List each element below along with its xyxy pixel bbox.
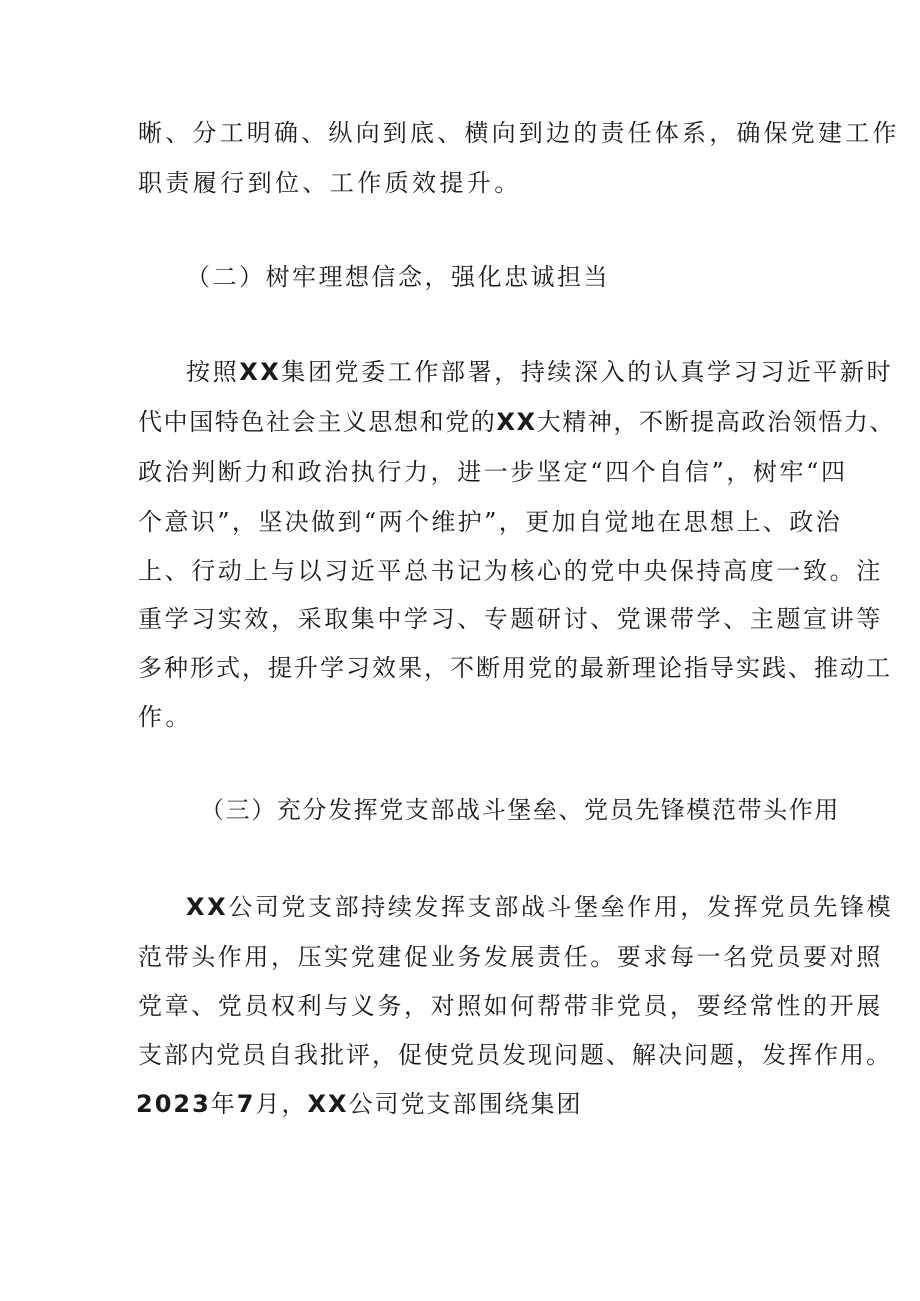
- paragraph-1-line-1: 晰、分工明确、纵向到底、横向到边的责任体系，确保党建工作: [138, 119, 900, 147]
- paragraph-3-line-1: XX公司党支部持续发挥支部战斗堡垒作用，发挥党员先锋模: [186, 893, 894, 921]
- paragraph-3-line-4: 支部内党员自我批评，促使党员发现问题、解决问题，发挥作用。: [138, 1041, 892, 1069]
- paragraph-2-line-7: 多种形式，提升学习效果，不断用党的最新理论指导实践、推动工: [138, 654, 892, 682]
- section-heading-3: （三）充分发挥党支部战斗堡垒、党员先锋模范带头作用: [200, 796, 840, 824]
- paragraph-1-line-2: 职责履行到位、工作质效提升。: [138, 169, 522, 197]
- paragraph-2-line-5: 上、行动上与以习近平总书记为核心的党中央保持高度一致。注: [138, 557, 883, 585]
- paragraph-2-line-2: 代中国特色社会主义思想和党的XX大精神，不断提高政治领悟力、: [138, 408, 896, 436]
- paragraph-3-line-2: 范带头作用，压实党建促业务发展责任。要求每一名党员要对照: [138, 943, 883, 971]
- paragraph-2-line-8: 作。: [138, 703, 193, 731]
- paragraph-3-line-3: 党章、党员权利与义务，对照如何帮带非党员，要经常性的开展: [138, 992, 883, 1020]
- paragraph-2-line-3: 政治判断力和政治执行力，进一步坚定“四个自信”，树牢“四: [138, 458, 848, 486]
- paragraph-2-line-1: 按照XX集团党委工作部署，持续深入的认真学习习近平新时: [186, 358, 894, 386]
- paragraph-2-line-4: 个意识”，坚决做到“两个维护”，更加自觉地在思想上、政治: [138, 508, 843, 536]
- section-heading-2: （二）树牢理想信念，强化忠诚担当: [186, 263, 610, 291]
- paragraph-2-line-6: 重学习实效，采取集中学习、专题研讨、党课带学、主题宣讲等: [138, 605, 883, 633]
- paragraph-3-line-5: 2023年7月，XX公司党支部围绕集团: [136, 1090, 583, 1118]
